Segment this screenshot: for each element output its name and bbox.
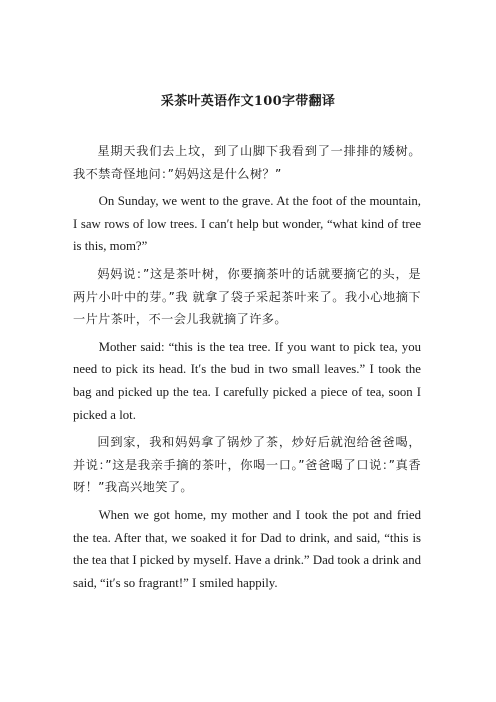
document-body (73, 140, 421, 599)
paragraph-en-2: Mother said: “this is the tea tree. If you want to pick tea, you need to pick its head. It′s the bud in two small leaves.” I took the bag and picked up the tea. I carefully picked a piece of tea, soon I picked a lot. (73, 339, 421, 422)
paragraph-zh-3: 回到家，我和妈妈拿了锅炒了茶，炒好后就泡给爸爸喝，并说：”这是我亲手摘的茶叶，你喝一口。”爸爸喝了口说：”真香呀！”我高兴地笑了。 (73, 435, 421, 495)
document-title: 采茶叶英语作文100字带翻译 (160, 94, 336, 109)
paragraph-zh-2: 妈妈说：”这是茶叶树，你要摘茶叶的话就要摘它的头，是两片小叶中的芽。”我 就拿了袋子采起茶叶来了。我小心地摘下一片片茶叶，不一会儿我就摘了许多。 (73, 266, 421, 327)
paragraph-zh-1: 星期天我们去上坟，到了山脚下我看到了一排排的矮树。我不禁奇怪地问：”妈妈这是什么树？” (73, 144, 421, 181)
paragraph-en-1: On Sunday, we went to the grave. At the foot of the mountain, I saw rows of low trees. I can′t help but wonder, “what kind of tree is this, mom?” (73, 194, 421, 254)
paragraph-en-3: When we got home, my mother and I took the pot and fried the tea. After that, we soaked it for Dad to drink, and said, “this is the tea that I picked by myself. Have a drink.” Dad took a drink and said, “it′s so fragrant!” I smiled happily. (73, 507, 421, 590)
